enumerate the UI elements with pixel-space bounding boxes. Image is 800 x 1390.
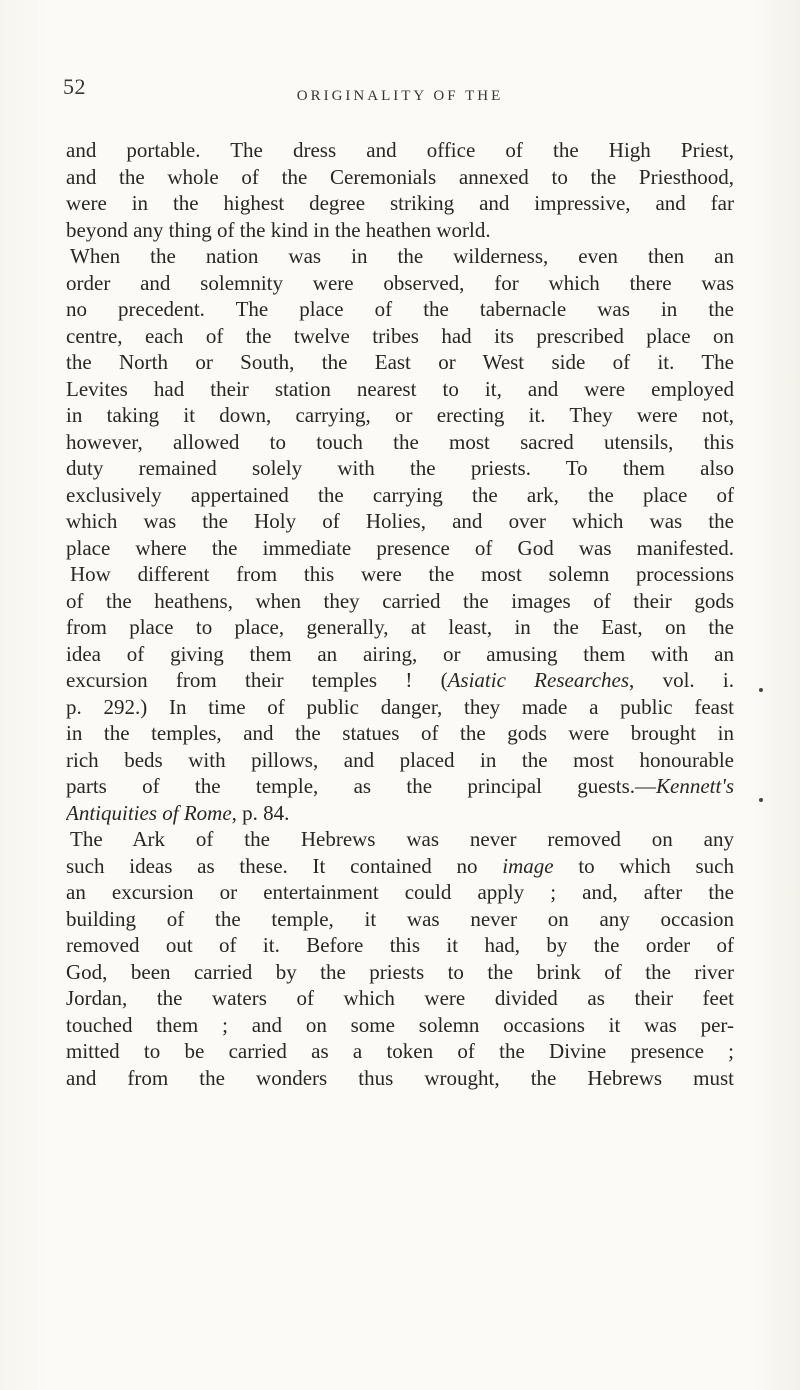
text-line: Jordan, the waters of which were divided as their feet (66, 986, 734, 1010)
text-line: were in the highest degree striking and impressive, and far (66, 191, 734, 215)
text-line: The Ark of the Hebrews was never removed on any (70, 827, 734, 851)
text-line: rich beds with pillows, and placed in the most honourable (66, 747, 734, 772)
text-run: , p. 84. (231, 800, 290, 825)
text-line: an excursion or entertainment could apply ; and, after the (66, 880, 734, 904)
text-line: and from the wonders thus wrought, the Hebrews must (66, 1065, 734, 1090)
citation-title: Asiatic Researches (447, 668, 630, 692)
text-line: the North or South, the East or West side of it. The (66, 350, 734, 374)
text-line (66, 773, 734, 800)
text-line: building of the temple, it was never on any occasion (66, 906, 734, 931)
text-line (66, 853, 734, 880)
text-line: p. 292.) In time of public danger, they made a public feast (66, 694, 734, 719)
text-line: Levites had their station nearest to it, and were employed (66, 376, 734, 401)
text-line: touched them ; and on some solemn occasions it was per- (66, 1012, 734, 1037)
emphasis: image (502, 853, 554, 878)
text-line (66, 800, 734, 827)
text-line: in the temples, and the statues of the gods were brought in (66, 721, 734, 745)
text-line: place where the immediate presence of God was manifested. (66, 535, 734, 560)
citation-title: Antiquities of Rome (66, 800, 232, 825)
text-run: such ideas as these. It contained no (66, 853, 503, 878)
text-run: , vol. i. (629, 668, 734, 692)
text-line: mitted to be carried as a token of the Divine presence ; (66, 1039, 734, 1063)
text-line: and portable. The dress and office of the High Priest, (66, 138, 734, 162)
text-line: removed out of it. Before this it had, by the order of (66, 933, 734, 957)
text-line: idea of giving them an airing, or amusing them with an (66, 641, 734, 666)
text-line: no precedent. The place of the tabernacle was in the (66, 297, 734, 321)
text-line: centre, each of the twelve tribes had its prescribed place on (66, 323, 734, 348)
text-line: which was the Holy of Holies, and over which was the (66, 509, 734, 533)
text-line: When the nation was in the wilderness, even then an (70, 244, 734, 268)
text-line: beyond any thing of the kind in the heathen world. (66, 217, 491, 242)
text-run: parts of the temple, as the principal guests.— (66, 774, 657, 798)
text-line: exclusively appertained the carrying the ark, the place of (66, 482, 734, 507)
text-run: excursion from their temples ! ( (66, 668, 448, 692)
text-line: God, been carried by the priests to the brink of the river (66, 959, 734, 984)
text-line: How different from this were the most solemn processions (70, 562, 734, 586)
text-line: from place to place, generally, at least, in the East, on the (66, 615, 734, 639)
text-line: duty remained solely with the priests. To them also (66, 456, 734, 480)
text-run: to which such (553, 853, 734, 878)
margin-speck (759, 798, 763, 802)
text-line: of the heathens, when they carried the images of their gods (66, 588, 734, 613)
text-line (66, 667, 734, 694)
text-line: and the whole of the Ceremonials annexed to the Priesthood, (66, 164, 734, 189)
text-line: however, allowed to touch the most sacred utensils, this (66, 429, 734, 454)
text-line: in taking it down, carrying, or erecting it. They were not, (66, 403, 734, 427)
text-line: order and solemnity were observed, for which there was (66, 270, 734, 295)
citation-author: Kennett's (656, 774, 734, 798)
page-number: 52 (63, 74, 86, 99)
running-head: ORIGINALITY OF THE (296, 88, 504, 104)
margin-speck (759, 688, 763, 692)
body-text (66, 137, 734, 1091)
